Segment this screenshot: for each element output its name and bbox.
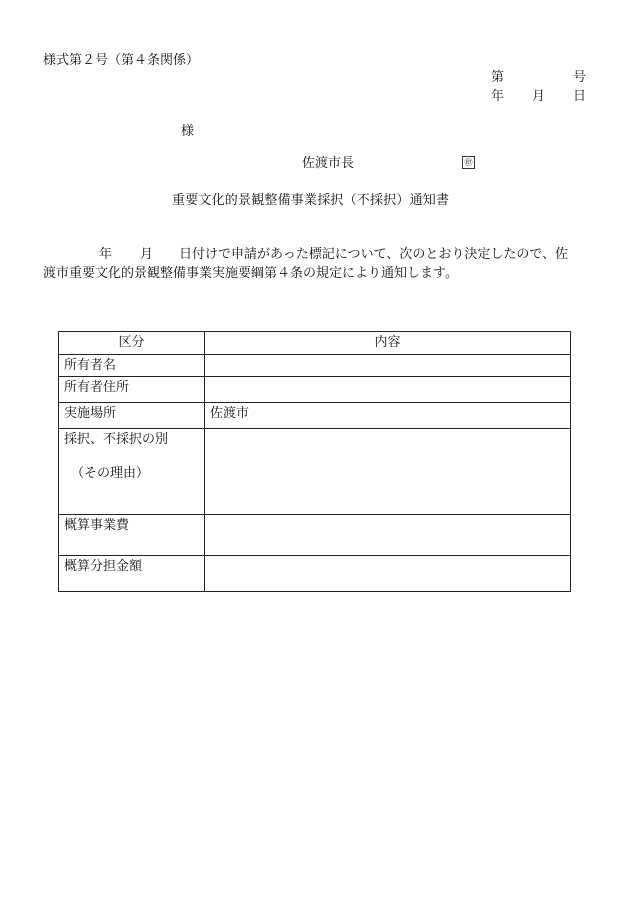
row-label-estimated-share: 概算分担金額 bbox=[59, 556, 205, 592]
date-month-label: 月 bbox=[532, 89, 546, 104]
owner-name-field[interactable] bbox=[205, 355, 571, 377]
table-header-content: 内容 bbox=[205, 332, 571, 355]
row-note-reason: （その理由） bbox=[71, 466, 150, 481]
details-table bbox=[58, 331, 571, 592]
form-number: 様式第２号（第４条関係） bbox=[43, 53, 200, 68]
table-header-row bbox=[59, 332, 571, 355]
row-label-owner-address: 所有者住所 bbox=[59, 377, 205, 403]
document-number-prefix: 第 bbox=[491, 70, 505, 85]
table-header-category: 区分 bbox=[59, 332, 205, 355]
row-label-site: 実施場所 bbox=[59, 403, 205, 429]
table-row bbox=[59, 556, 571, 592]
site-field[interactable]: 佐渡市 bbox=[205, 403, 571, 429]
seal-mark-icon: ㊞ bbox=[462, 156, 475, 169]
estimated-cost-field[interactable] bbox=[205, 515, 571, 556]
document-title: 重要文化的景観整備事業採択（不採択）通知書 bbox=[172, 193, 450, 208]
date-day-label: 日 bbox=[573, 89, 587, 104]
table-row bbox=[59, 355, 571, 377]
recipient-honorific: 様 bbox=[181, 124, 195, 139]
body-text-line-1 bbox=[43, 247, 568, 263]
adoption-field[interactable] bbox=[205, 429, 571, 515]
row-label-estimated-cost: 概算事業費 bbox=[59, 515, 205, 556]
estimated-share-field[interactable] bbox=[205, 556, 571, 592]
row-label-owner-name: 所有者名 bbox=[59, 355, 205, 377]
table-row bbox=[59, 515, 571, 556]
body-year-label: 年 bbox=[99, 247, 113, 262]
body-text-line-1-rest: 日付けで申請があった標記について、次のとおり決定したので、佐 bbox=[179, 247, 569, 262]
row-label-adoption: 採択、不採択の別 （その理由） bbox=[59, 429, 205, 515]
owner-address-field[interactable] bbox=[205, 377, 571, 403]
issuer-title: 佐渡市長 bbox=[302, 156, 355, 171]
table-row bbox=[59, 429, 571, 515]
document-number-suffix: 号 bbox=[573, 70, 587, 85]
body-text-line-2: 渡市重要文化的景観整備事業実施要綱第４条の規定により通知します。 bbox=[43, 266, 458, 281]
body-month-label: 月 bbox=[140, 247, 154, 262]
table-row bbox=[59, 403, 571, 429]
date-year-label: 年 bbox=[491, 89, 505, 104]
table-row bbox=[59, 377, 571, 403]
